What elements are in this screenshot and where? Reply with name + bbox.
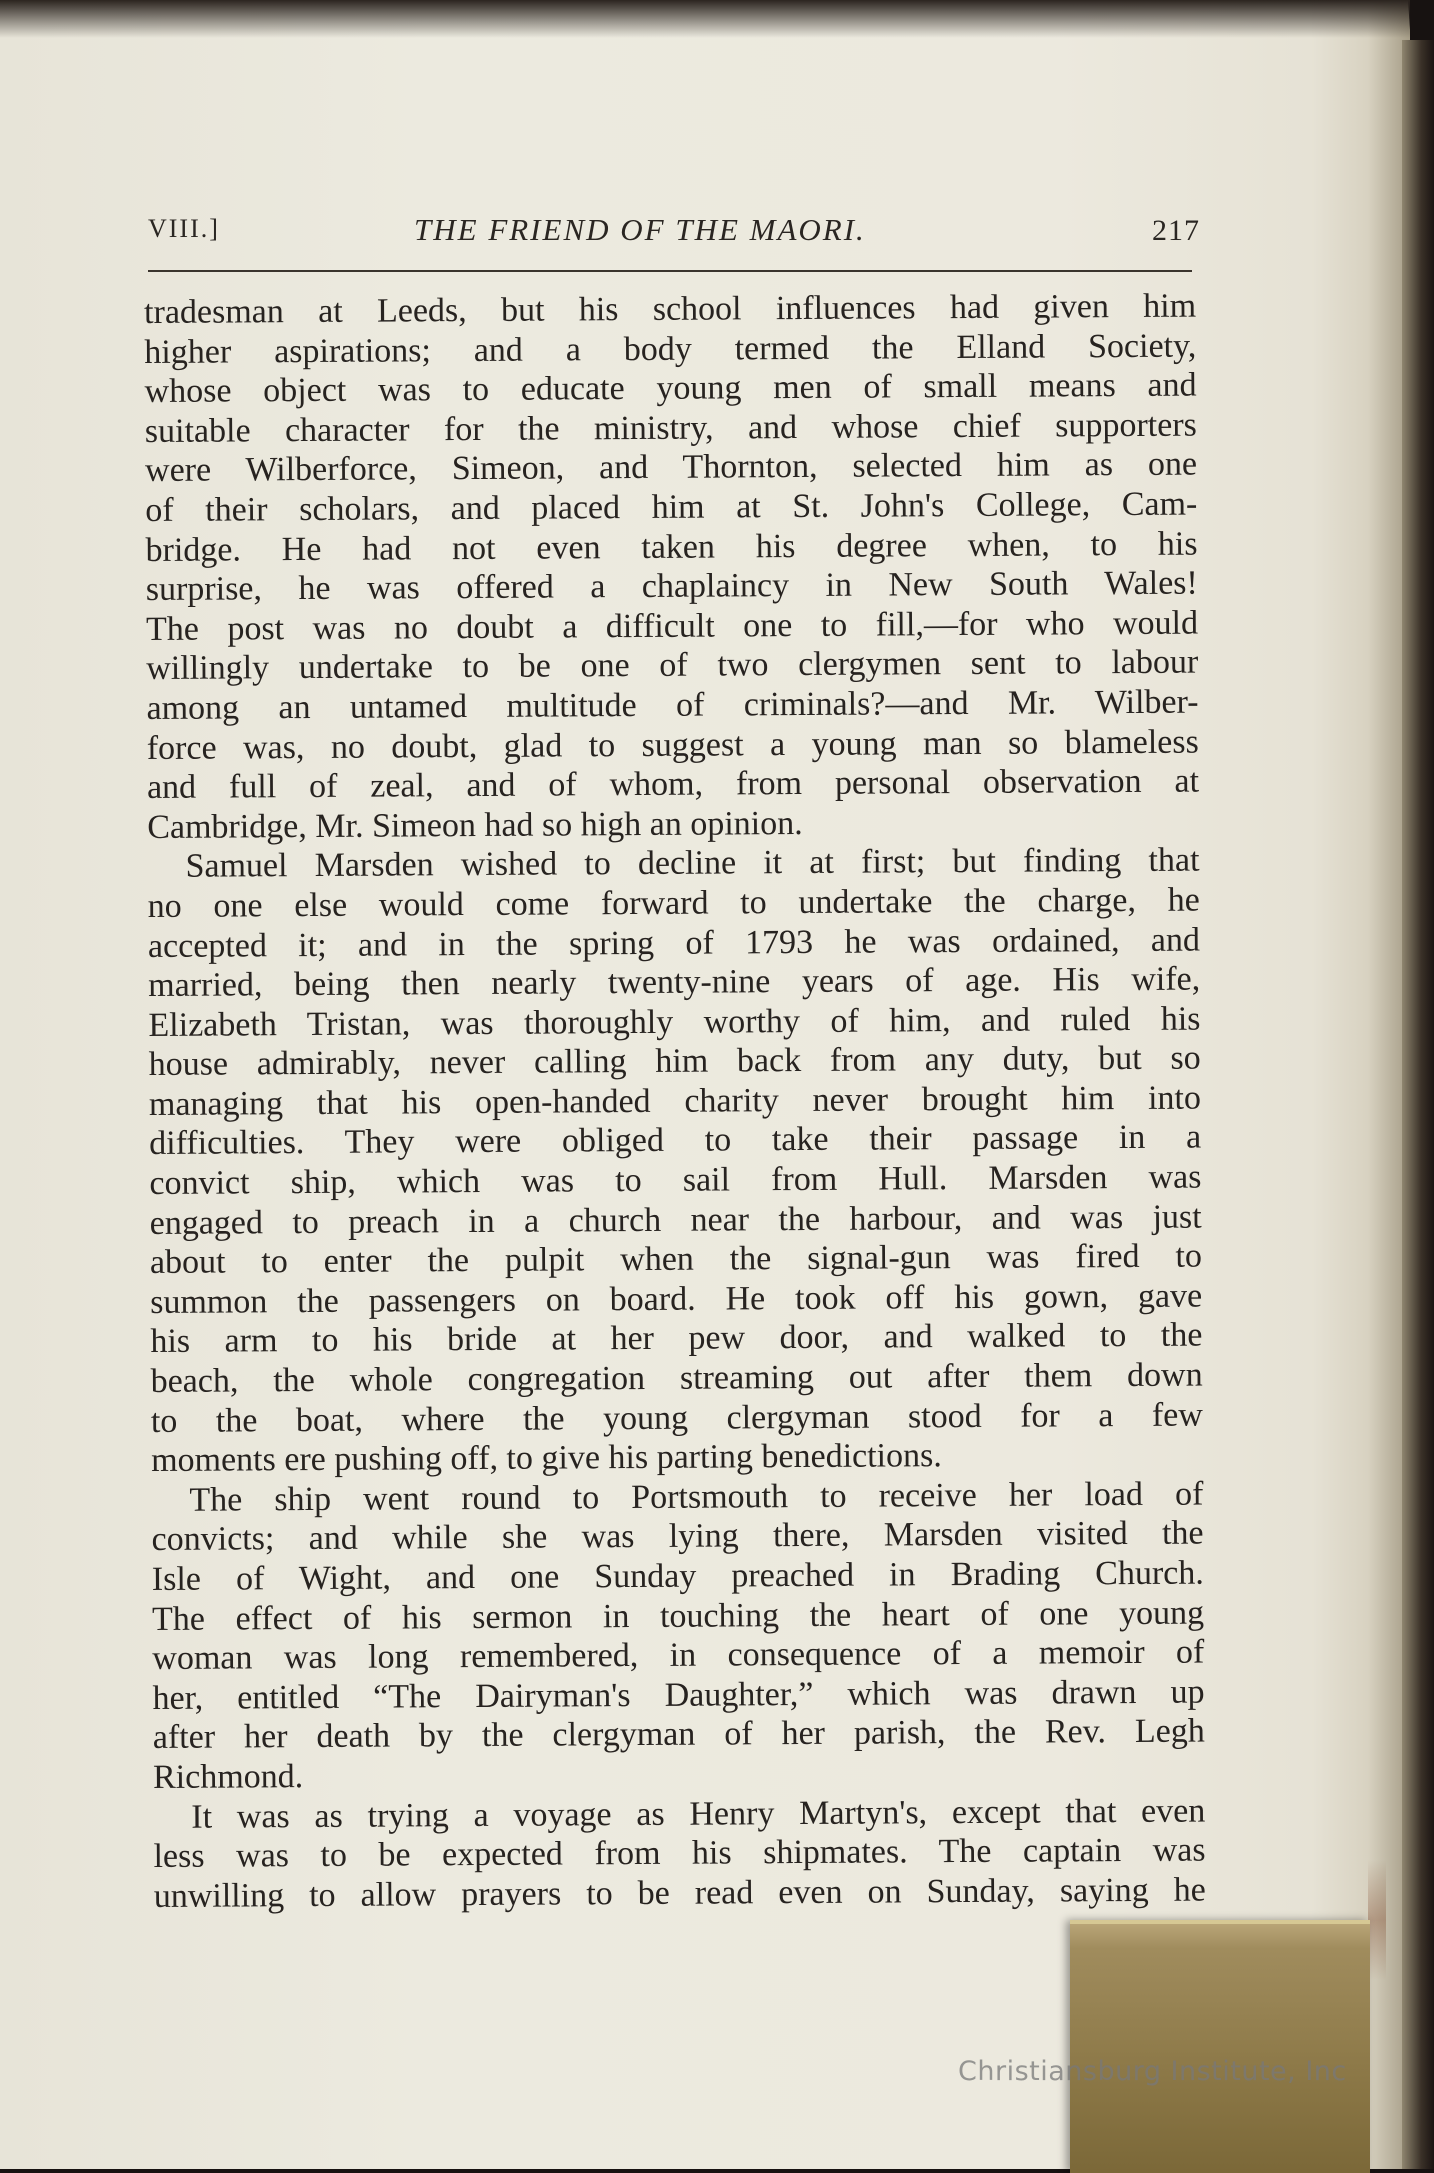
text-line: were Wilberforce, Simeon, and Thornton, selected him as one bbox=[144, 445, 1198, 490]
text-line: among an untamed multitude of criminals?—and Mr. Wilber- bbox=[146, 683, 1199, 727]
text-line: willingly undertake to be one of two clergymen sent to labour bbox=[146, 643, 1199, 688]
chapter-number: VIII.] bbox=[148, 214, 220, 243]
text-line: It was as trying a voyage as Henry Martyn's, except that even bbox=[191, 1792, 1206, 1836]
text-line: moments ere pushing off, to give his parting benedictions. bbox=[151, 1437, 942, 1480]
running-title: THE FRIEND OF THE MAORI. bbox=[414, 212, 866, 247]
text-line: about to enter the pulpit when the signal-gun was fired to bbox=[149, 1237, 1203, 1282]
top-shadow bbox=[0, 0, 1410, 38]
text-line: no one else would come forward to undertake the charge, he bbox=[147, 881, 1200, 925]
text-line: accepted it; and in the spring of 1793 he was ordained, and bbox=[147, 921, 1201, 965]
text-line: force was, no doubt, glad to suggest a young man so blameless bbox=[146, 723, 1199, 767]
text-line: his arm to his bride at her pew door, and walked to the bbox=[150, 1316, 1203, 1361]
running-header bbox=[148, 212, 1200, 252]
page-number: 217 bbox=[1152, 214, 1200, 247]
text-line: Richmond. bbox=[152, 1758, 304, 1796]
page-edge bbox=[1402, 40, 1434, 2169]
text-line: whose object was to educate young men of small means and bbox=[144, 366, 1197, 411]
watermark: Christiansburg Institute, Inc bbox=[958, 2056, 1347, 2087]
text-line: convict ship, which was to sail from Hull. Marsden was bbox=[149, 1158, 1202, 1203]
page-stain bbox=[1368, 1860, 1386, 1980]
text-line: after her death by the clergyman of her parish, the Rev. Legh bbox=[152, 1712, 1205, 1757]
text-line: summon the passengers on board. He took off his gown, gave bbox=[150, 1277, 1203, 1321]
text-line: Elizabeth Tristan, was thoroughly worthy of him, and ruled his bbox=[148, 1000, 1201, 1044]
text-line: The post was no doubt a difficult one to fill,—for who would bbox=[145, 604, 1199, 648]
text-line: to the boat, where the young clergyman stood for a few bbox=[150, 1396, 1203, 1440]
text-line: surprise, he was offered a chaplaincy in New South Wales! bbox=[145, 564, 1198, 609]
text-line: less was to be expected from his shipmates. The captain was bbox=[153, 1831, 1206, 1876]
text-line: married, being then nearly twenty-nine years of age. His wife, bbox=[148, 960, 1201, 1005]
text-line: beach, the whole congregation streaming out after them down bbox=[150, 1356, 1203, 1401]
text-line: higher aspirations; and a body termed the Elland Society, bbox=[144, 327, 1197, 371]
text-line: house admirably, never calling him back from any duty, but so bbox=[148, 1039, 1201, 1084]
text-line: difficulties. They were obliged to take their passage in a bbox=[149, 1119, 1202, 1163]
text-line: and full of zeal, and of whom, from personal observation at bbox=[146, 762, 1200, 807]
text-line: Cambridge, Mr. Simeon had so high an opinion. bbox=[147, 804, 803, 846]
bookmark-slip bbox=[1070, 1920, 1370, 2173]
text-line: The effect of his sermon in touching the heart of one young bbox=[151, 1594, 1205, 1638]
text-line: tradesman at Leeds, but his school influences had given him bbox=[144, 287, 1197, 331]
text-line: The ship went round to Portsmouth to receive her load of bbox=[189, 1475, 1204, 1519]
text-line: of their scholars, and placed him at St. John's College, Cam- bbox=[145, 485, 1198, 529]
text-line: her, entitled “The Dairyman's Daughter,” which was drawn up bbox=[152, 1673, 1205, 1717]
text-line: bridge. He had not even taken his degree when, to his bbox=[145, 525, 1198, 569]
text-line: engaged to preach in a church near the harbour, and was just bbox=[149, 1198, 1202, 1242]
text-line: managing that his open-handed charity never brought him into bbox=[148, 1079, 1202, 1123]
text-line: Samuel Marsden wished to decline it at first; but finding that bbox=[185, 841, 1200, 886]
body-text bbox=[144, 287, 1206, 1917]
text-line: suitable character for the ministry, and whose chief supporters bbox=[144, 406, 1197, 450]
text-line: convicts; and while she was lying there, Marsden visited the bbox=[151, 1514, 1204, 1559]
text-line: woman was long remembered, in consequence of a memoir of bbox=[152, 1633, 1205, 1678]
header-rule bbox=[148, 270, 1192, 272]
text-line: Isle of Wight, and one Sunday preached in Brading Church. bbox=[151, 1554, 1204, 1598]
text-line: unwilling to allow prayers to be read even on Sunday, saying he bbox=[153, 1871, 1206, 1915]
